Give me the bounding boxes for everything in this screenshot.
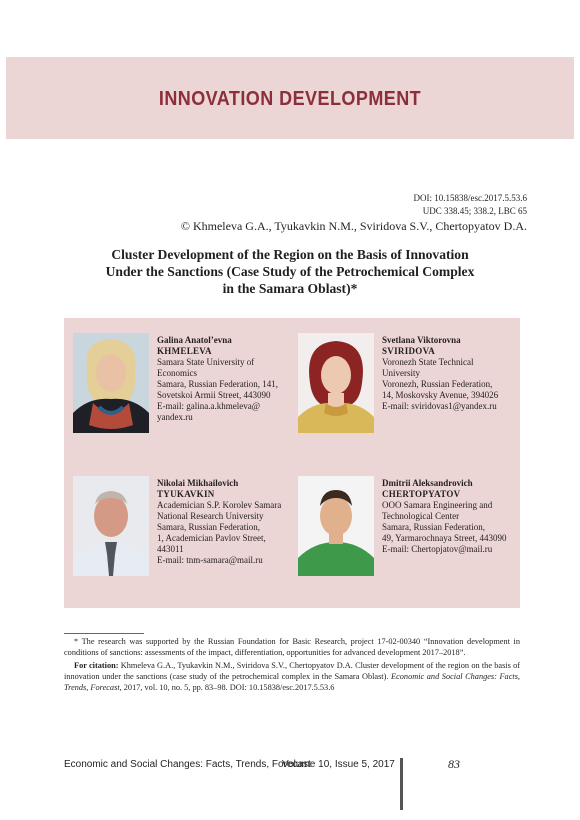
citation-journal: Economic and Social Changes: Facts, Trends, Forecast xyxy=(64,671,520,692)
funding-footnote: * The research was supported by the Russian Foundation for Basic Research, project 17-02-00340 “Innovation development in conditions of sanctions: assessments of the impact, differentiation, opportunities for advanced development 2017–2018”. xyxy=(64,637,520,657)
author-detail-line: Academician S.P. Korolev Samara xyxy=(157,500,282,510)
footnote-divider xyxy=(64,633,144,634)
paper-title-line: Cluster Development of the Region on the Basis of Innovation xyxy=(111,247,469,262)
author-detail-line: OOO Samara Engineering and xyxy=(382,500,493,510)
udc-code: UDC 338.45; 338.2, LBC 65 xyxy=(422,206,527,216)
author-card-khmeleva xyxy=(64,318,289,433)
citation-tail: , 2017, vol. 10, no. 5, pp. 83–98. DOI: 10.15838/esc.2017.5.53.6 xyxy=(119,682,335,692)
author-card-sviridova xyxy=(289,318,514,433)
author-card-tyukavkin xyxy=(64,461,289,576)
citation-text: Khmeleva G.A., Tyukavkin N.M., Sviridova S.V., Chertopyatov D.A. Cluster development of the region on the basis of innovation under the sanctions (case study of the petrochemical complex in the Samara Oblast). xyxy=(64,661,520,681)
author-photo xyxy=(298,333,374,433)
author-card-chertopyatov xyxy=(289,461,514,576)
author-detail-line: Samara, Russian Federation, xyxy=(157,522,260,532)
section-title: INNOVATION DEVELOPMENT xyxy=(158,88,422,110)
footer-journal: Economic and Social Changes: Facts, Trends, Forecast xyxy=(64,759,311,770)
author-detail-line: 49, Yarmarochnaya Street, 443090 xyxy=(382,533,507,543)
author-email: E-mail: galina.a.khmeleva@ xyxy=(157,401,260,411)
doi: DOI: 10.15838/esc.2017.5.53.6 xyxy=(413,193,527,203)
page-number: 83 xyxy=(448,757,460,771)
copyright-authors: © Khmeleva G.A., Tyukavkin N.M., Sviridova S.V., Chertopyatov D.A. xyxy=(180,219,527,233)
author-detail-line: Voronezh State Technical xyxy=(382,357,474,367)
author-email: yandex.ru xyxy=(157,412,193,422)
author-photo xyxy=(298,476,374,576)
author-info xyxy=(157,335,292,423)
author-last-name: TYUKAVKIN xyxy=(157,489,215,499)
paper-title-line: Under the Sanctions (Case Study of the Petrochemical Complex xyxy=(105,264,475,279)
paper-title-line: in the Samara Oblast)* xyxy=(222,281,358,296)
author-first-name: Dmitrii Aleksandrovich xyxy=(382,478,473,488)
author-info xyxy=(157,478,292,566)
paper-title xyxy=(70,246,510,297)
author-detail-line: 443011 xyxy=(157,544,184,554)
author-cards xyxy=(64,318,520,608)
author-info xyxy=(382,335,517,412)
author-detail-line: Samara State University of xyxy=(157,357,255,367)
author-email: E-mail: sviridovas1@yandex.ru xyxy=(382,401,497,411)
author-first-name: Galina Anatol’evna xyxy=(157,335,232,345)
author-detail-line: Samara, Russian Federation, xyxy=(382,522,485,532)
author-detail-line: Technological Center xyxy=(382,511,460,521)
author-detail-line: Sovetskoi Armii Street, 443090 xyxy=(157,390,271,400)
author-detail-line: Samara, Russian Federation, 141, xyxy=(157,379,278,389)
author-info xyxy=(382,478,517,555)
author-detail-line: University xyxy=(382,368,420,378)
citation-footnote xyxy=(64,661,520,693)
author-first-name: Nikolai Mikhailovich xyxy=(157,478,239,488)
author-last-name: KHMELEVA xyxy=(157,346,212,356)
author-last-name: CHERTOPYATOV xyxy=(382,489,461,499)
author-photo xyxy=(73,476,149,576)
author-email: E-mail: tnm-samara@mail.ru xyxy=(157,555,263,565)
author-photo xyxy=(73,333,149,433)
footer-volume: Volume 10, Issue 5, 2017 xyxy=(282,759,395,770)
author-last-name: SVIRIDOVA xyxy=(382,346,436,356)
author-detail-line: 1, Academician Pavlov Street, xyxy=(157,533,266,543)
citation-label: For citation: xyxy=(74,661,119,670)
author-detail-line: 14, Moskovsky Avenue, 394026 xyxy=(382,390,499,400)
footer-divider xyxy=(400,758,403,810)
author-first-name: Svetlana Viktorovna xyxy=(382,335,461,345)
author-detail-line: Economics xyxy=(157,368,197,378)
author-email: E-mail: Chertopjatov@mail.ru xyxy=(382,544,493,554)
author-detail-line: National Research University xyxy=(157,511,264,521)
author-detail-line: Voronezh, Russian Federation, xyxy=(382,379,493,389)
